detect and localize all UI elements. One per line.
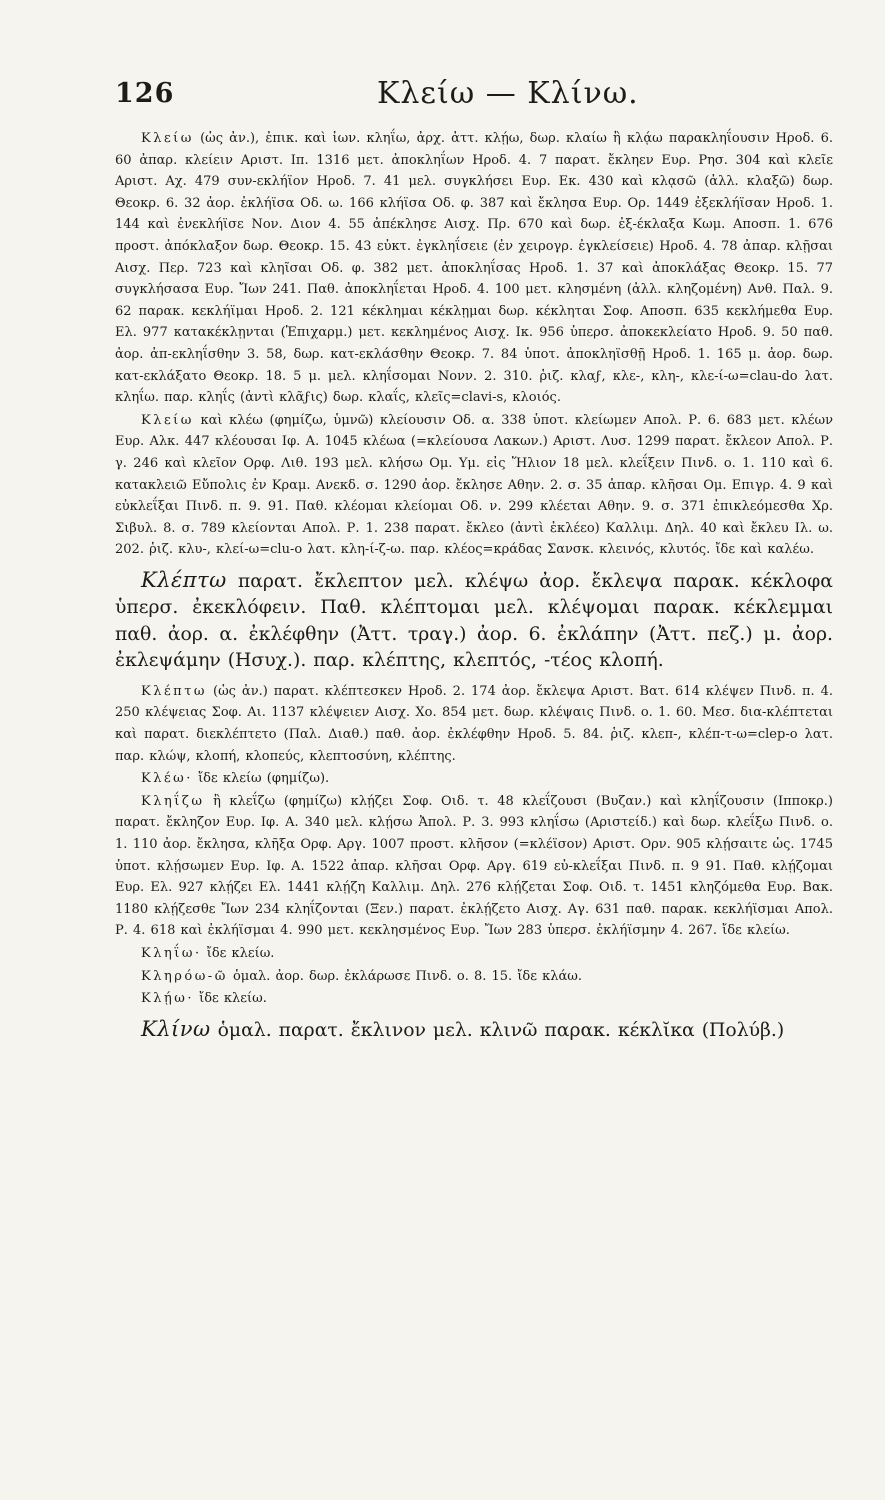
entry-lemma: Κλέπτω — [141, 567, 227, 592]
entry-klino — [115, 1016, 833, 1045]
entry-lemma: Κληΐω· — [141, 946, 202, 961]
entry-text: ὁμαλ. παρατ. ἔκλινον μελ. κλινῶ παρακ. κέκλῐκα (Πολύβ.) — [217, 1019, 785, 1041]
entry-lemma: Κληρόω-ῶ — [141, 968, 228, 984]
entry-klepto — [115, 681, 833, 767]
running-head: Κλείω — Κλίνω. — [377, 76, 639, 111]
entry-kleizo — [115, 791, 833, 942]
entry-lemma: Κλέω· — [141, 771, 193, 787]
entry-text: ἴδε κλείω (φημίζω). — [198, 771, 330, 787]
entry-lemma: Κλίνω — [141, 1016, 211, 1041]
entry-text: ἴδε κλείω. — [206, 946, 275, 961]
entry-lemma: Κλείω — [141, 412, 194, 428]
entry-lemma: Κληΐζω — [141, 793, 205, 809]
dictionary-body — [115, 128, 833, 1050]
entry-text: καὶ κλέω (φημίζω, ὑμνῶ) κλείουσιν Οδ. α. 338 ὑποτ. κλείωμεν Απολ. Ρ. 6. 683 μετ. κλέων Ευρ. Αλκ. 447 κλέουσαι Ιφ. Α. 1045 κλέωα (=κλείουσα Λακων.) Αριστ. Λυσ. 1299 παρατ. ἔκλεον Απολ. Ρ. γ. 246 καὶ κλεῖον Ορφ. Λιθ. 193 μελ. κλήσω Ομ. Υμ. εἰς Ἥλιον 18 μελ. κλεΐξειν Πινδ. ο. 1. 110 καὶ 6. κατακλειῶ Εὔπολις ἐν Κραμ. Ανεκδ. σ. 1290 ἀορ. ἔκλησε Αθην. 2. σ. 35 ἀπαρ. κλῆσαι Ομ. Επιγρ. 4. 9 καὶ εὐκλεΐξαι Πινδ. π. 9. 91. Παθ. κλέομαι κλείομαι Οδ. ν. 299 κλέεται Αθην. 9. σ. 371 ἐπικλεόμεσθα Χρ. Σιβυλ. 8. σ. 789 κλείονται Απολ. Ρ. 1. 238 παρατ. ἔκλεο (ἀντὶ ἐκλέεο) Καλλιμ. Δηλ. 40 καὶ ἔκλευ Ιλ. ω. 202. ῥιζ. κλυ-, κλεί-ω=clu-o λατ. κλη-ί-ζ-ω. παρ. κλέος=κράδας Σανσκ. κλεινός, κλυτός. ἴδε καὶ καλέω. — [115, 412, 833, 558]
entry-lemma: Κλέπτω — [141, 683, 208, 699]
entry-kleo-ref — [115, 988, 833, 1010]
entry-text: παρατ. ἔκλεπτον μελ. κλέψω ἀορ. ἔκλεψα παρακ. κέκλοφα ὑπερσ. ἐκεκλόφειν. Παθ. κλέπτομαι μελ. κλέψομαι παρακ. κέκλεμμαι παθ. ἀορ. α. ἐκλέφθην (Ἀττ. τραγ.) ἀορ. 6. ἐκλάπην (Ἀττ. πεζ.) μ. ἀορ. ἐκλεψάμην (Ησυχ.). παρ. κλέπτης, κλεπτός, -τέος κλοπή. — [115, 570, 833, 672]
entry-lemma: Κλείω — [141, 131, 194, 146]
entry-text: ἴδε κλείω. — [199, 991, 267, 1007]
page-header — [115, 78, 845, 118]
entry-text: (ὡς ἀν.) παρατ. κλέπτεσκεν Ηροδ. 2. 174 ἀορ. ἔκλεψα Αριστ. Βατ. 614 κλέψεν Πινδ. π. 4. 250 κλέψειας Σοφ. Αι. 1137 κλέψειεν Αισχ. Χο. 854 μετ. δωρ. κλέψαις Πινδ. ο. 1. 60. Μεσ. δια-κλέπτεται καὶ παρατ. διεκλέπτετο (Παλ. Διαθ.) παθ. ἀορ. ἐκλέφθην Ηροδ. 5. 84. ῥιζ. κλεπ-, κλέπ-τ-ω=clep-o λατ. παρ. κλώψ, κλοπή, κλοπεύς, κλεπτοσύνη, κλέπτης. — [115, 683, 833, 764]
entry-klepto-main — [115, 567, 833, 675]
entry-kleroo — [115, 966, 833, 988]
page-number: 126 — [115, 78, 175, 109]
entry-text: (ὡς ἀν.), ἐπικ. καὶ ἰων. κληΐω, ἀρχ. ἀττ. κλῄω, δωρ. κλαίω ἢ κλᾴω παρακληΐουσιν Ηροδ. 6. 60 ἀπαρ. κλείειν Αριστ. Ιπ. 1316 μετ. ἀποκληΐων Ηροδ. 4. 7 παρατ. ἔκληεν Ευρ. Ρησ. 304 καὶ κλεῖε Αριστ. Αχ. 479 συν-εκλήϊον Ηροδ. 7. 41 μελ. συγκλήσει Ευρ. Εκ. 430 καὶ κλᾳσῶ (ἀλλ. κλαξῶ) δωρ. Θεοκρ. 6. 32 ἀορ. ἐκλήϊσα Οδ. ω. 166 κλήϊσα Οδ. φ. 387 καὶ ἔκλησα Ευρ. Ορ. 1449 ἐξεκλήϊσαν Ηροδ. 1. 144 καὶ ἐνεκλήϊσε Νον. Διον 4. 55 ἀπέκλησε Αισχ. Πρ. 670 καὶ δωρ. ἐξ-έκλαξα Κωμ. Αποσπ. 1. 676 προστ. ἀπόκλαξον δωρ. Θεοκρ. 15. 43 εὐκτ. ἐγκληΐσειε (ἐν χειρογρ. ἐγκλείσειε) Ηροδ. 4. 78 ἀπαρ. κλῇσαι Αισχ. Περ. 723 καὶ κληῖσαι Οδ. φ. 382 μετ. ἀποκληΐσας Ηροδ. 1. 37 καὶ ἀποκλάξας Θεοκρ. 15. 77 συγκλήσασα Ευρ. Ἴων 241. Παθ. ἀποκληΐεται Ηροδ. 4. 100 μετ. κλησμένη (ἀλλ. κληζομένη) Ανθ. Παλ. 9. 62 παρακ. κεκλήϊμαι Ηροδ. 2. 121 κέκλημαι κέκλῃμαι δωρ. κέκληται Σοφ. Αποσπ. 635 κεκλήμεθα Ευρ. Ελ. 977 κατακέκλῃνται (Ἐπιχαρμ.) μετ. κεκλημένος Αισχ. Ικ. 956 ὑπερσ. ἀποκεκλείατο Ηροδ. 9. 50 παθ. ἀορ. ἀπ-εκληΐσθην 3. 58, δωρ. κατ-εκλάσθην Θεοκρ. 7. 84 ὑποτ. ἀποκληϊσθῇ Ηροδ. 1. 165 μ. ἀορ. δωρ. κατ-εκλάξατο Θεοκρ. 18. 5 μ. μελ. κληΐσομαι Νονν. 2. 310. ῥιζ. κλαϝ, κλε-, κλη-, κλε-ί-ω=clau-do λατ. κληΐω. παρ. κληΐς (ἀντὶ κλᾶϝις) δωρ. κλαΐς, κλεῖς=clavi-s, κλοιός. — [115, 131, 833, 406]
entry-text: ὁμαλ. ἀορ. δωρ. ἐκλάρωσε Πινδ. ο. 8. 15. ἴδε κλάω. — [232, 968, 582, 984]
entry-kleio-ref — [115, 943, 833, 965]
entry-text: ἢ κλεΐζω (φημίζω) κλῄζει Σοφ. Οιδ. τ. 48 κλεΐζουσι (Βυζαν.) καὶ κληΐζουσιν (Ιπποκρ.) παρατ. ἔκληζον Ευρ. Ιφ. Α. 340 μελ. κλῄσω Ἀπολ. Ρ. 3. 993 κληΐσω (Αριστείδ.) καὶ δωρ. κλεΐξω Πινδ. ο. 1. 110 ἀορ. ἔκλησα, κλῆξα Ορφ. Αργ. 1007 προστ. κλῆσον (=κλέϊσον) Αριστ. Ορν. 905 κλῄσαιτε ὡς. 1745 ὑποτ. κλῄσωμεν Ευρ. Ιφ. Α. 1522 ἀπαρ. κλῆσαι Ορφ. Αργ. 619 εὐ-κλεΐξαι Πινδ. π. 9 91. Παθ. κλῄζομαι Ευρ. Ελ. 927 κλῄζει Ελ. 1441 κλῄζη Καλλιμ. Δηλ. 276 κλῄζεται Σοφ. Οιδ. τ. 1451 κληζόμεθα Ευρ. Βακ. 1180 κλῄζεσθε Ἴων 234 κληΐζονται (Ξεν.) παρατ. ἐκλῄζετο Αισχ. Αγ. 631 παθ. παρακ. κεκλήϊσμαι Απολ. Ρ. 4. 618 καὶ ἐκλήϊσμαι 4. 990 μετ. κεκλησμένος Ευρ. Ἴων 283 ὑπερσ. ἐκλήϊσμην 4. 267. ἴδε κλείω. — [115, 793, 833, 939]
entry-kleo — [115, 768, 833, 790]
entry-lemma: Κλῄω· — [141, 991, 194, 1007]
entry-kleio-2 — [115, 410, 833, 561]
entry-kleio-1 — [115, 128, 833, 409]
